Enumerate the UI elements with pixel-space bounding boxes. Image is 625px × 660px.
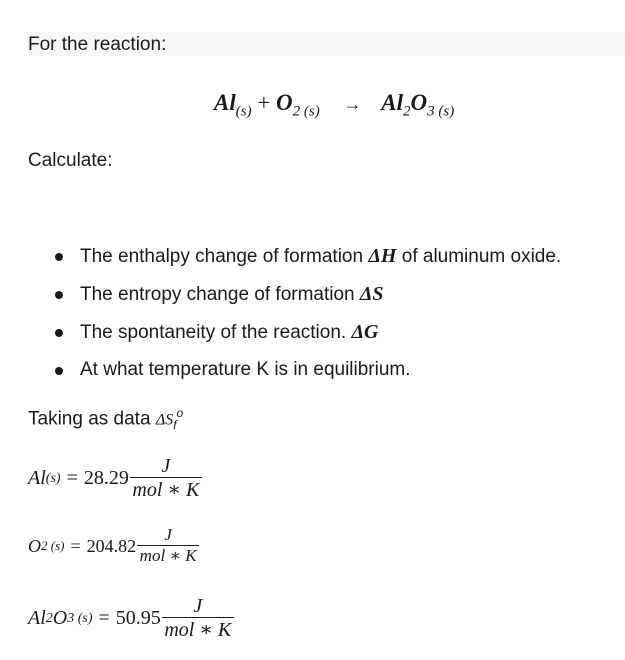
bullet-icon <box>55 291 63 299</box>
equals-sign: = <box>98 607 110 629</box>
species-name: Al <box>28 607 46 629</box>
unit-numerator: J <box>161 455 171 477</box>
list-item-rest: of aluminum oxide. <box>396 246 562 267</box>
unit-denominator: mol ∗ K <box>132 479 200 501</box>
list-item <box>54 358 561 396</box>
product-al-subscript: 2 <box>402 103 411 120</box>
species-name: O <box>28 535 41 556</box>
entropy-value: 204.82 <box>86 535 137 556</box>
list-item <box>54 282 561 320</box>
list-item-symbol: ΔS <box>359 283 384 305</box>
list-item-text: The spontaneity of the reaction. <box>80 322 352 343</box>
reaction-arrow: → <box>343 94 362 114</box>
unit-numerator: J <box>164 525 172 544</box>
reactant-al-state: (s) <box>235 103 252 120</box>
reactant-o-state: (s) <box>303 103 320 120</box>
product-o: O <box>410 90 428 115</box>
entropy-data-o2 <box>28 526 199 566</box>
bullet-icon <box>55 253 63 261</box>
equals-sign: = <box>66 467 78 489</box>
entropy-data-al2o3 <box>28 595 234 642</box>
bullet-icon <box>55 329 63 337</box>
plus-sign: + <box>257 90 271 115</box>
unit-fraction <box>137 526 199 566</box>
unit-denominator: mol ∗ K <box>139 545 197 565</box>
list-item <box>54 320 561 358</box>
data-label-text: Taking as data <box>28 408 156 430</box>
bullet-icon <box>55 367 63 375</box>
reactant-o: O <box>276 90 293 115</box>
product-o-subscript: 3 <box>427 103 435 120</box>
list-item-symbol: ΔH <box>368 245 397 267</box>
species-subscript: 2 <box>45 610 53 626</box>
unit-fraction <box>130 455 202 502</box>
unit-numerator: J <box>193 595 203 617</box>
entropy-subscript: f <box>173 418 177 433</box>
product-al: Al <box>381 90 403 115</box>
equals-sign: = <box>70 535 81 556</box>
list-item-text: The enthalpy change of formation <box>80 246 369 267</box>
entropy-value: 50.95 <box>115 607 161 629</box>
entropy-value: 28.29 <box>83 467 129 489</box>
species-name: Al <box>28 467 46 489</box>
reactant-o-subscript: 2 <box>292 103 301 120</box>
list-item-text: The entropy change of formation <box>80 284 360 305</box>
intro-text: For the reaction: <box>28 34 167 55</box>
species-state: 3 (s) <box>67 610 93 626</box>
list-item <box>54 244 561 282</box>
entropy-symbol: ΔS <box>155 411 174 429</box>
reaction-equation <box>214 90 454 121</box>
reactant-al: Al <box>214 90 236 115</box>
calculate-label: Calculate: <box>28 150 113 171</box>
list-item-text: At what temperature K is in equilibrium. <box>80 359 411 380</box>
species-state: 2 (s) <box>41 538 65 554</box>
unit-fraction <box>162 595 234 642</box>
species-state: (s) <box>45 470 61 486</box>
product-state: (s) <box>438 103 455 120</box>
entropy-data-al <box>28 455 202 502</box>
entropy-superscript: o <box>176 406 184 420</box>
task-list <box>54 244 561 396</box>
species-name-mid: O <box>52 607 68 629</box>
unit-denominator: mol ∗ K <box>164 619 232 641</box>
list-item-symbol: ΔG <box>351 321 379 343</box>
data-label <box>28 406 183 432</box>
